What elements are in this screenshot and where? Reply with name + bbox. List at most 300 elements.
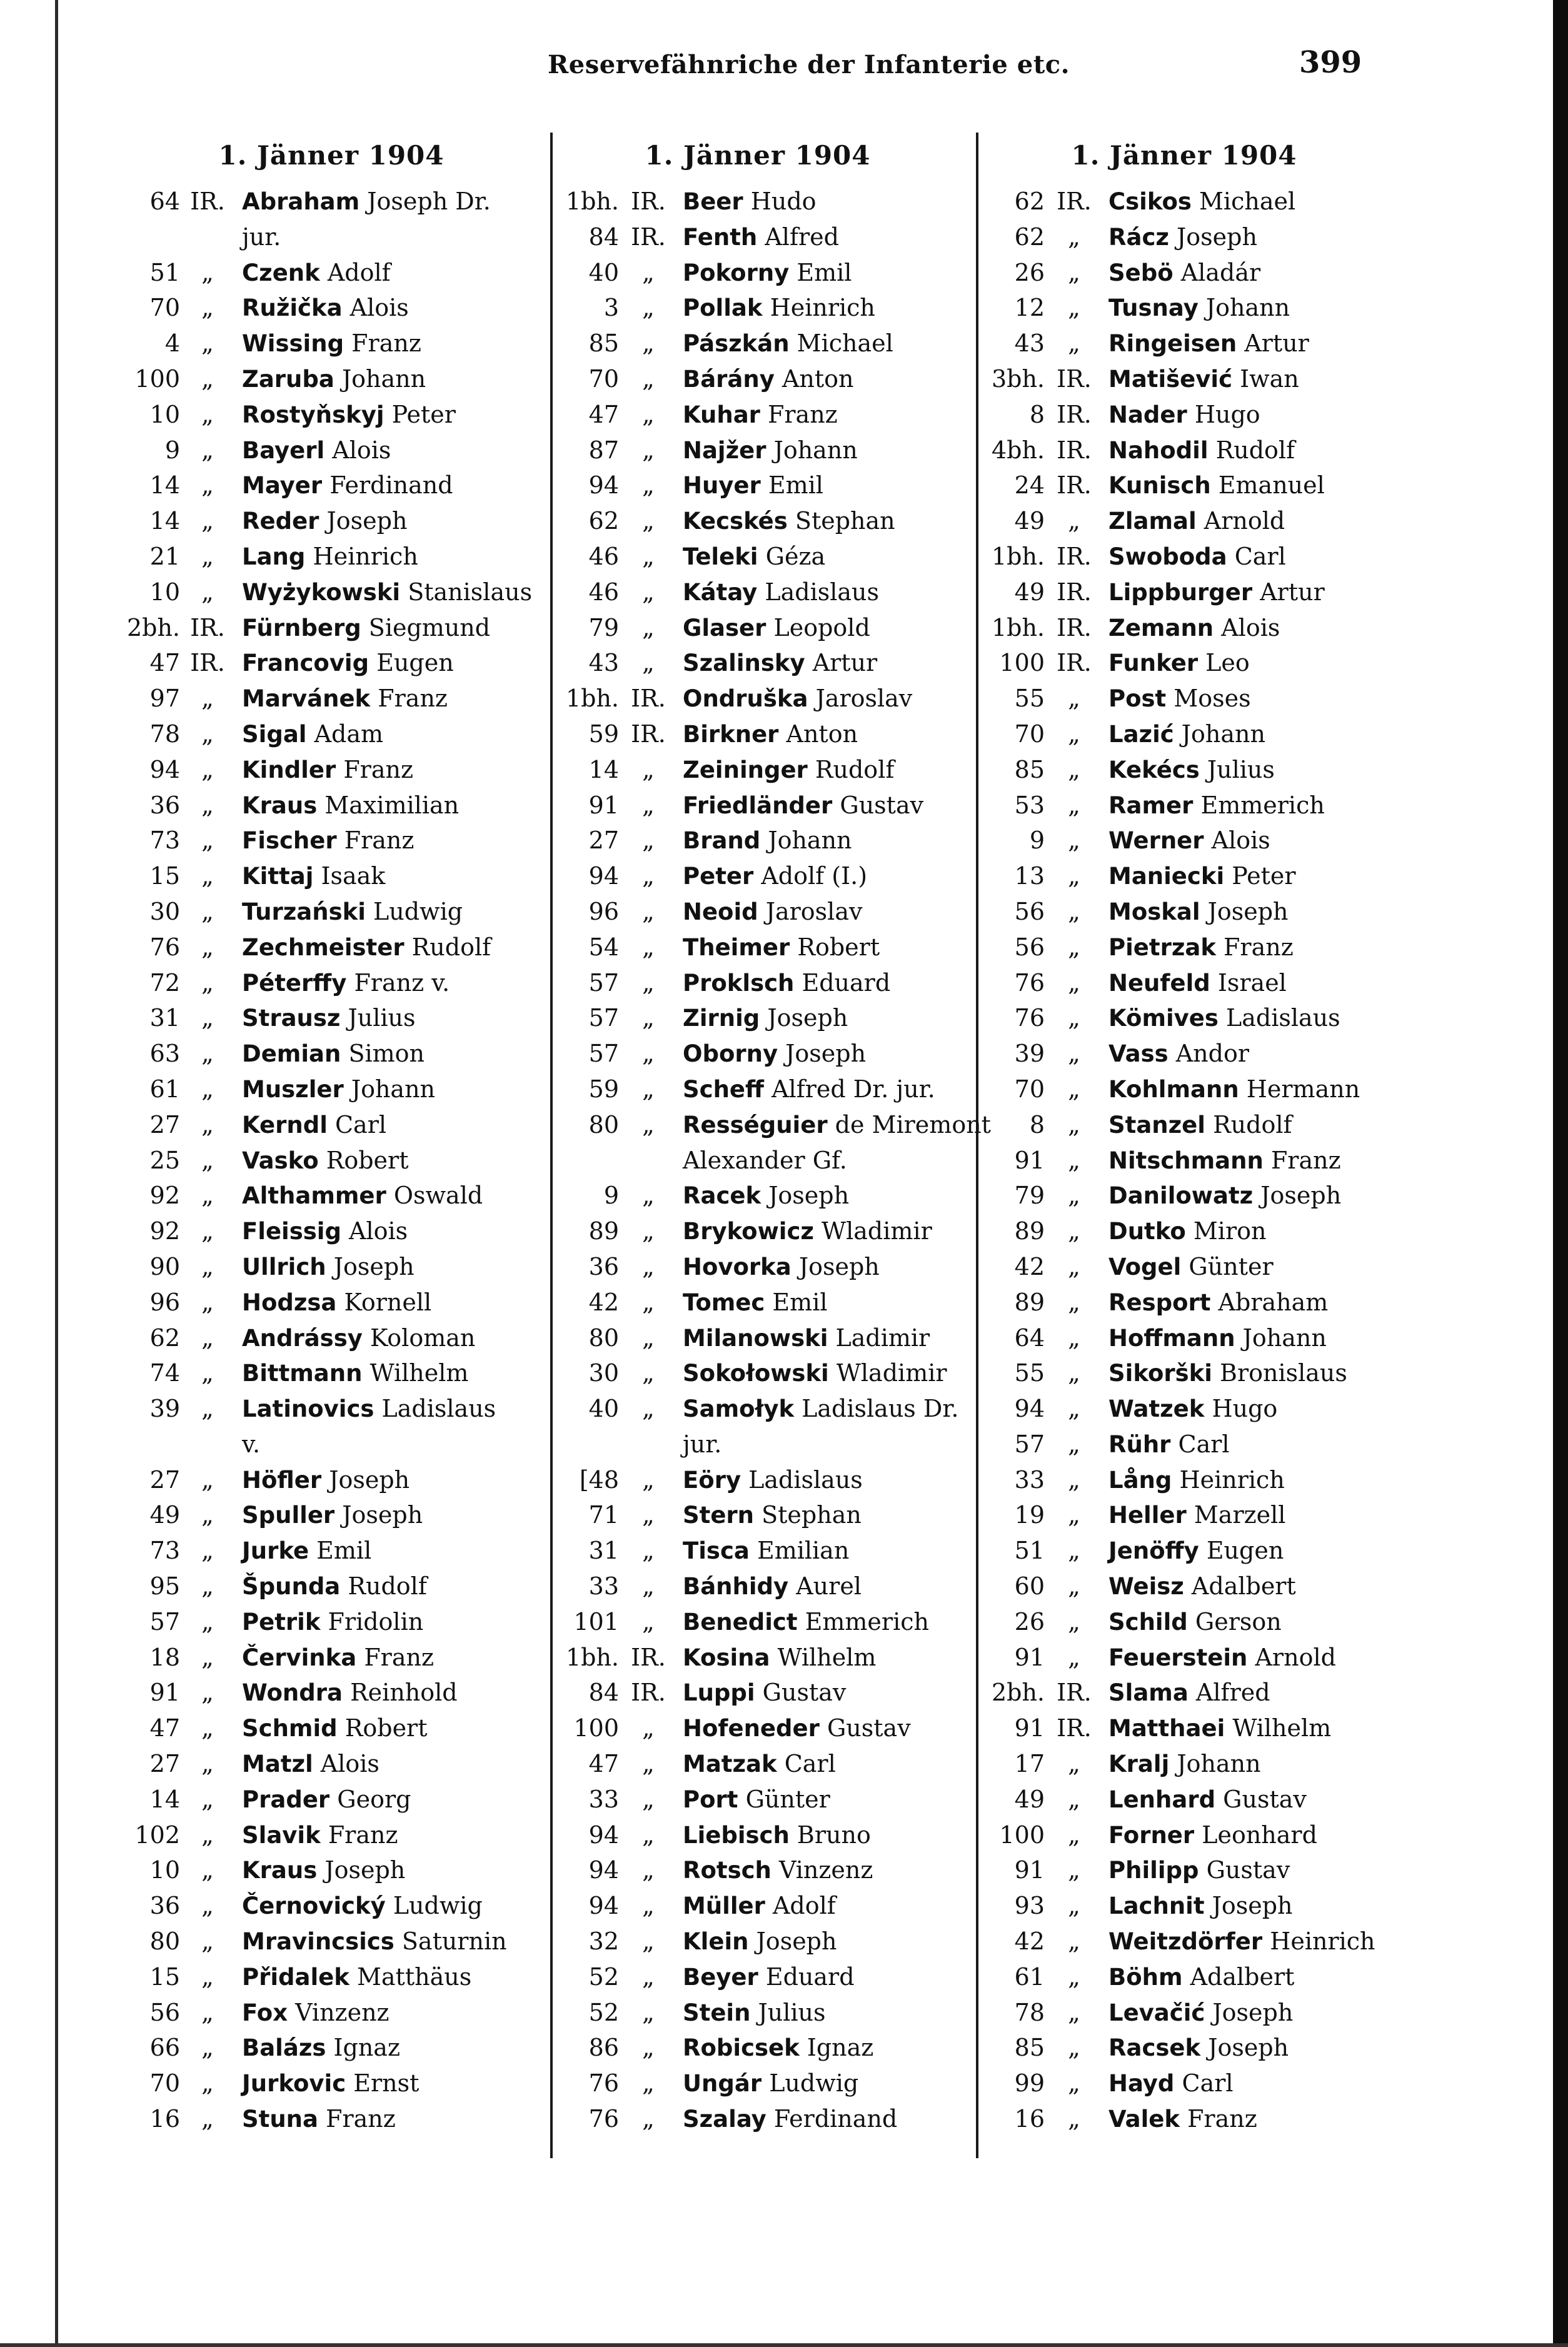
regiment-number: 14 xyxy=(149,507,180,535)
regiment-number: 86 xyxy=(588,2034,619,2062)
unit-abbrev: „ xyxy=(1068,1217,1080,1245)
unit-abbrev: „ xyxy=(1068,2069,1080,2098)
regiment-number: 33 xyxy=(1014,1465,1045,1494)
given-name: Emil xyxy=(768,471,823,500)
given-name: Oswald xyxy=(393,1182,483,1210)
regiment-number: 26 xyxy=(1014,258,1045,286)
regiment-number: 19 xyxy=(1014,1501,1045,1529)
regiment-number: 62 xyxy=(1014,188,1045,215)
surname: Stern xyxy=(683,1502,755,1529)
person-name xyxy=(242,1569,427,1605)
given-name: Emanuel xyxy=(1218,471,1325,500)
person-name xyxy=(242,965,450,1002)
unit-abbrev: „ xyxy=(642,507,655,535)
regiment-number: 40 xyxy=(588,1395,619,1423)
unit-abbrev: IR. xyxy=(190,188,225,215)
person-name xyxy=(683,1640,876,1676)
given-name: Ferdinand xyxy=(773,2105,898,2133)
person-name xyxy=(683,1036,866,1072)
regiment-number: 76 xyxy=(588,2105,619,2133)
unit-abbrev: „ xyxy=(642,2105,655,2133)
surname: Turzański xyxy=(242,898,366,925)
surname: Neoid xyxy=(683,898,758,925)
unit-abbrev: „ xyxy=(642,1537,655,1565)
unit-abbrev: „ xyxy=(642,1963,655,1991)
given-name: Emil xyxy=(316,1537,372,1565)
surname: Rácz xyxy=(1108,223,1169,251)
unit-abbrev: „ xyxy=(201,1963,214,1991)
unit-abbrev: „ xyxy=(642,755,655,783)
unit-abbrev: „ xyxy=(1068,1004,1080,1032)
given-name: Ignaz xyxy=(333,2034,400,2062)
person-name xyxy=(242,1746,379,1782)
surname: Eöry xyxy=(683,1466,741,1494)
given-name: Alois xyxy=(349,1217,408,1245)
regiment-number: 95 xyxy=(149,1572,180,1601)
surname: Sikorški xyxy=(1108,1360,1212,1387)
person-name xyxy=(683,930,880,966)
regiment-number: 18 xyxy=(149,1643,180,1671)
surname: Hoffmann xyxy=(1108,1324,1235,1352)
surname: Lachnit xyxy=(1108,1892,1205,1920)
given-name: Emilian xyxy=(756,1537,850,1565)
given-name: Alfred xyxy=(1195,1679,1270,1707)
person-name xyxy=(242,823,414,859)
unit-abbrev: „ xyxy=(1068,791,1080,819)
given-name: Simon xyxy=(348,1040,425,1068)
surname: Mravincsics xyxy=(242,1928,395,1956)
unit-abbrev: „ xyxy=(1068,720,1080,748)
regiment-number: 57 xyxy=(588,968,619,997)
person-name xyxy=(1108,184,1295,220)
surname: Racek xyxy=(683,1182,761,1210)
regiment-number: 14 xyxy=(588,755,619,783)
regiment-number: 33 xyxy=(588,1572,619,1601)
regiment-number: 74 xyxy=(149,1359,180,1387)
regiment-number: 73 xyxy=(149,1537,180,1565)
given-name: Leopold xyxy=(773,613,870,641)
given-name: Robert xyxy=(326,1146,409,1174)
given-name: Peter xyxy=(391,400,456,428)
regiment-number: 31 xyxy=(588,1537,619,1565)
unit-abbrev: „ xyxy=(642,1110,655,1138)
person-name xyxy=(242,361,426,398)
unit-abbrev: „ xyxy=(201,685,214,713)
unit-abbrev: „ xyxy=(1068,1572,1080,1601)
given-name: Stanislaus xyxy=(408,578,533,606)
regiment-number: 85 xyxy=(1014,755,1045,783)
unit-abbrev: IR. xyxy=(1057,400,1092,428)
regiment-number: 99 xyxy=(1014,2069,1045,2098)
regiment-number: 47 xyxy=(588,1750,619,1778)
surname: Robicsek xyxy=(683,2034,800,2062)
regiment-number: 61 xyxy=(149,1075,180,1103)
regiment-number: 3 xyxy=(603,294,619,322)
regiment-number: 85 xyxy=(1014,2034,1045,2062)
given-name: Alois xyxy=(320,1750,379,1778)
unit-abbrev: „ xyxy=(201,1785,214,1813)
regiment-number: 89 xyxy=(1014,1288,1045,1316)
person-name xyxy=(1108,965,1287,1002)
given-name: Ludwig xyxy=(373,897,463,925)
regiment-number: 47 xyxy=(149,649,180,677)
unit-abbrev: „ xyxy=(642,1998,655,2026)
given-name: Hermann xyxy=(1246,1075,1360,1103)
surname: Friedländer xyxy=(683,792,833,819)
regiment-number: 33 xyxy=(588,1785,619,1813)
surname: Latinovics xyxy=(242,1395,374,1423)
surname: Theimer xyxy=(683,933,790,961)
unit-abbrev: IR. xyxy=(1057,436,1092,464)
given-name: Franz xyxy=(1270,1146,1341,1174)
unit-abbrev: „ xyxy=(1068,1892,1080,1920)
running-title: Reservefähnriche der Infanterie etc. xyxy=(548,50,1070,79)
given-name: Joseph Dr. xyxy=(367,188,491,215)
given-name: Carl xyxy=(1182,2069,1234,2098)
person-name xyxy=(242,1640,434,1676)
unit-abbrev: „ xyxy=(1068,1146,1080,1174)
unit-abbrev: „ xyxy=(1068,1430,1080,1458)
person-name xyxy=(683,1391,958,1427)
regiment-number: 30 xyxy=(149,897,180,925)
unit-abbrev: „ xyxy=(201,1927,214,1956)
surname: Beyer xyxy=(683,1963,758,1991)
surname: Szalay xyxy=(683,2106,766,2133)
given-name: Carl xyxy=(1178,1430,1230,1458)
given-name: Aurel xyxy=(796,1572,862,1601)
given-name: Wilhelm xyxy=(369,1359,469,1387)
surname: Resport xyxy=(1108,1289,1211,1316)
surname: Liebisch xyxy=(683,1821,790,1849)
surname: Watzek xyxy=(1108,1395,1205,1423)
surname: Feuerstein xyxy=(1108,1644,1248,1671)
unit-abbrev: „ xyxy=(1068,1359,1080,1387)
regiment-number: 94 xyxy=(149,755,180,783)
regiment-number: 54 xyxy=(588,933,619,961)
given-name: Franz xyxy=(351,329,421,358)
regiment-number: 52 xyxy=(588,1963,619,1991)
person-name xyxy=(683,645,877,681)
regiment-number: 56 xyxy=(1014,933,1045,961)
person-name xyxy=(242,290,409,326)
given-name: Joseph xyxy=(756,1927,837,1956)
person-name xyxy=(1108,290,1290,326)
regiment-number: 76 xyxy=(1014,968,1045,997)
given-name: Stephan xyxy=(795,507,895,535)
regiment-number: 1bh. xyxy=(991,542,1045,570)
surname: Tomec xyxy=(683,1289,765,1316)
regiment-number: 15 xyxy=(149,1963,180,1991)
unit-abbrev: IR. xyxy=(631,188,666,215)
regiment-number: 57 xyxy=(149,1607,180,1636)
person-name xyxy=(683,1711,911,1747)
regiment-number: 1bh. xyxy=(565,685,619,713)
given-name: Franz xyxy=(1224,933,1294,961)
surname: Slama xyxy=(1108,1679,1189,1707)
unit-abbrev: „ xyxy=(1068,1110,1080,1138)
given-name: Alfred xyxy=(765,223,839,251)
person-name xyxy=(683,2101,897,2138)
surname: Fleissig xyxy=(242,1218,341,1245)
given-name: Jaroslav xyxy=(815,685,913,713)
surname: Špunda xyxy=(242,1573,341,1601)
surname: Höfler xyxy=(242,1466,322,1494)
surname: Teleki xyxy=(683,543,758,570)
given-name: Wladimir xyxy=(822,1217,932,1245)
surname: Tusnay xyxy=(1108,294,1199,322)
person-name xyxy=(1108,610,1280,646)
regiment-number: 27 xyxy=(588,827,619,855)
regiment-number: 21 xyxy=(149,542,180,570)
regiment-number: 27 xyxy=(149,1465,180,1494)
regiment-number: 70 xyxy=(1014,720,1045,748)
person-name xyxy=(683,788,923,824)
surname: Pokorny xyxy=(683,259,790,286)
regiment-number: 8 xyxy=(1029,400,1045,428)
person-name xyxy=(242,1000,416,1037)
unit-abbrev: „ xyxy=(642,258,655,286)
person-name xyxy=(1108,1533,1284,1569)
regiment-number: 27 xyxy=(149,1110,180,1138)
given-name: Heinrich xyxy=(1179,1465,1285,1494)
person-name xyxy=(242,1995,389,2031)
person-name xyxy=(1108,894,1289,930)
given-name: Emmerich xyxy=(1200,791,1325,819)
surname: Vasko xyxy=(242,1147,319,1174)
unit-abbrev: „ xyxy=(642,827,655,855)
given-name: Ladislaus xyxy=(1226,1004,1340,1032)
surname: Czenk xyxy=(242,259,320,286)
surname: Wyżykowski xyxy=(242,578,401,606)
person-name xyxy=(683,433,858,469)
given-name: Julius xyxy=(1207,755,1275,783)
person-name xyxy=(1108,361,1299,398)
page-bottom-edge xyxy=(0,2343,1568,2347)
surname: Kecskés xyxy=(683,508,788,535)
given-name: Franz xyxy=(768,400,838,428)
regiment-number: 55 xyxy=(1014,685,1045,713)
regiment-number: 56 xyxy=(149,1998,180,2026)
surname: Oborny xyxy=(683,1040,778,1068)
person-name xyxy=(683,1000,848,1037)
given-name: Franz xyxy=(344,827,415,855)
unit-abbrev: „ xyxy=(201,1110,214,1138)
given-name: Franz xyxy=(1187,2105,1257,2133)
given-name: Georg xyxy=(337,1785,411,1813)
person-name xyxy=(683,290,875,326)
given-name: Johann xyxy=(351,1075,436,1103)
given-name: Johann xyxy=(768,827,852,855)
given-name: Joseph xyxy=(333,1252,415,1280)
given-name: Johann xyxy=(341,364,426,393)
column-3-heading: 1. Jänner 1904 xyxy=(1071,140,1297,171)
given-name: Wladimir xyxy=(836,1359,947,1387)
person-name xyxy=(683,1320,930,1357)
given-name: Alois xyxy=(332,436,391,464)
given-name: Joseph xyxy=(1212,1892,1293,1920)
surname: Bárány xyxy=(683,365,775,393)
unit-abbrev: „ xyxy=(201,258,214,286)
given-name: Günter xyxy=(745,1785,830,1813)
unit-abbrev: „ xyxy=(1068,1643,1080,1671)
regiment-number: [48 xyxy=(579,1465,619,1494)
given-name: Rudolf xyxy=(1215,436,1295,464)
given-name: Saturnin xyxy=(401,1927,507,1956)
regiment-number: 2bh. xyxy=(991,1679,1045,1707)
unit-abbrev: „ xyxy=(642,1785,655,1813)
unit-abbrev: „ xyxy=(201,1324,214,1352)
regiment-number: 78 xyxy=(149,720,180,748)
regiment-number: 51 xyxy=(1014,1537,1045,1565)
given-name: Adam xyxy=(314,720,384,748)
unit-abbrev: „ xyxy=(201,329,214,358)
regiment-number: 70 xyxy=(149,2069,180,2098)
regiment-number: 46 xyxy=(588,578,619,606)
surname: Andrássy xyxy=(242,1324,363,1352)
given-name: Alois xyxy=(349,294,409,322)
unit-abbrev: „ xyxy=(1068,755,1080,783)
given-name: Heinrich xyxy=(1270,1927,1375,1956)
surname: Heller xyxy=(1108,1502,1187,1529)
surname: Pietrzak xyxy=(1108,933,1216,961)
person-name xyxy=(242,858,385,895)
unit-abbrev: „ xyxy=(642,364,655,393)
person-name xyxy=(1108,397,1260,433)
person-name xyxy=(242,1107,386,1143)
regiment-number: 101 xyxy=(573,1607,619,1636)
given-name: Carl xyxy=(1234,542,1286,570)
given-name: Gustav xyxy=(840,791,924,819)
unit-abbrev: IR. xyxy=(1057,471,1092,500)
given-name: Ludwig xyxy=(393,1892,483,1920)
surname: Rotsch xyxy=(683,1857,771,1884)
unit-abbrev: „ xyxy=(1068,1252,1080,1280)
unit-abbrev: „ xyxy=(642,1821,655,1849)
unit-abbrev: „ xyxy=(201,1537,214,1565)
surname: Müller xyxy=(683,1892,765,1920)
regiment-number: 43 xyxy=(588,649,619,677)
surname: Peter xyxy=(683,863,754,890)
surname: Fürnberg xyxy=(242,614,361,641)
regiment-number: 91 xyxy=(1014,1714,1045,1742)
surname: Ondruška xyxy=(683,685,808,713)
regiment-number: 84 xyxy=(588,1679,619,1707)
surname: Funker xyxy=(1108,650,1199,677)
person-name xyxy=(1108,1249,1274,1285)
given-name: Ferdinand xyxy=(329,471,453,500)
surname: Tisca xyxy=(683,1537,750,1565)
surname: Prader xyxy=(242,1786,330,1813)
person-name xyxy=(242,610,490,646)
person-name xyxy=(242,2030,400,2066)
surname: Bánhidy xyxy=(683,1573,789,1601)
surname: Proklsch xyxy=(683,969,795,997)
given-name: Peter xyxy=(1232,862,1296,890)
regiment-number: 94 xyxy=(588,1821,619,1849)
surname: Spuller xyxy=(242,1502,335,1529)
regiment-number: 4 xyxy=(164,329,180,358)
unit-abbrev: „ xyxy=(1068,294,1080,322)
surname: Kindler xyxy=(242,756,336,783)
unit-abbrev: „ xyxy=(201,1892,214,1920)
regiment-number: 40 xyxy=(588,258,619,286)
surname: Červinka xyxy=(242,1644,357,1671)
regiment-number: 24 xyxy=(1014,471,1045,500)
person-name xyxy=(683,965,890,1002)
given-name: Wilhelm xyxy=(777,1643,877,1671)
person-name xyxy=(242,1320,475,1357)
surname: Hovorka xyxy=(683,1253,792,1280)
person-name xyxy=(242,397,456,433)
person-name xyxy=(1108,2101,1257,2138)
given-name: Alfred Dr. jur. xyxy=(771,1075,935,1103)
person-name xyxy=(683,1888,836,1924)
unit-abbrev: „ xyxy=(201,1359,214,1387)
given-name: Carl xyxy=(334,1110,387,1138)
unit-abbrev: „ xyxy=(1068,507,1080,535)
unit-abbrev: IR. xyxy=(631,685,666,713)
page-number: 399 xyxy=(1299,45,1362,80)
person-name xyxy=(1108,1072,1360,1108)
unit-abbrev: „ xyxy=(201,1501,214,1529)
unit-abbrev: „ xyxy=(201,1217,214,1245)
given-name: Joseph xyxy=(324,1856,406,1884)
person-name xyxy=(683,184,817,220)
given-name: Reinhold xyxy=(350,1679,458,1707)
person-name xyxy=(242,2066,419,2102)
person-name xyxy=(683,1995,826,2031)
given-name: Joseph xyxy=(798,1252,880,1280)
regiment-number: 80 xyxy=(149,1927,180,1956)
person-name xyxy=(242,894,463,930)
regiment-number: 9 xyxy=(1029,827,1045,855)
person-name xyxy=(242,1497,423,1534)
person-name xyxy=(683,1497,862,1534)
regiment-number: 4bh. xyxy=(991,436,1045,464)
surname: Lippburger xyxy=(1108,578,1253,606)
unit-abbrev: „ xyxy=(1068,1821,1080,1849)
unit-abbrev: „ xyxy=(642,2069,655,2098)
person-name xyxy=(242,1178,483,1214)
surname: Přidalek xyxy=(242,1963,349,1991)
regiment-number: 94 xyxy=(588,862,619,890)
given-name: Gerson xyxy=(1195,1607,1282,1636)
unit-abbrev: „ xyxy=(201,720,214,748)
surname: Péterffy xyxy=(242,969,347,997)
person-name xyxy=(683,1143,847,1179)
given-name: Adolf xyxy=(327,258,391,286)
surname: Jurke xyxy=(242,1537,309,1565)
regiment-number: 66 xyxy=(149,2034,180,2062)
person-name xyxy=(683,716,858,753)
surname: Forner xyxy=(1108,1821,1195,1849)
surname: Najžer xyxy=(683,436,766,464)
given-name: Heinrich xyxy=(313,542,418,570)
regiment-number: 89 xyxy=(588,1217,619,1245)
unit-abbrev: IR. xyxy=(1057,542,1092,570)
unit-abbrev: „ xyxy=(201,755,214,783)
person-name xyxy=(242,1533,371,1569)
surname: Nitschmann xyxy=(1108,1147,1264,1174)
person-name xyxy=(683,1533,849,1569)
surname: Klein xyxy=(683,1928,749,1956)
person-name xyxy=(1108,1000,1340,1037)
surname: Petrik xyxy=(242,1608,321,1636)
unit-abbrev: „ xyxy=(1068,1075,1080,1103)
unit-abbrev: „ xyxy=(642,1324,655,1352)
person-name xyxy=(683,539,825,575)
unit-abbrev: „ xyxy=(1068,685,1080,713)
